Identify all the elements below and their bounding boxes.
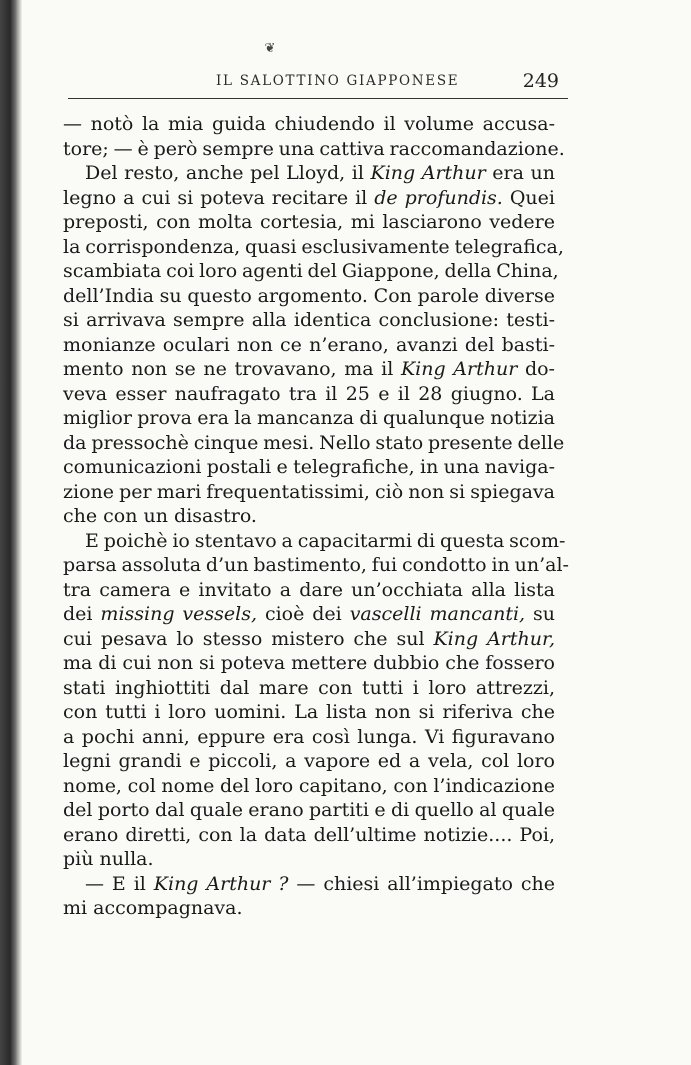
text-run: Quei [502, 186, 555, 209]
text-line [63, 872, 555, 897]
text-run: da pressochè cinque mesi. Nello stato presente delle [63, 431, 565, 454]
text-line [63, 627, 555, 652]
text-run-italic: King Arthur ? [153, 872, 289, 895]
text-line [63, 651, 555, 676]
text-line [63, 602, 555, 627]
text-line [63, 480, 555, 505]
text-run: dell’India su questo argomento. Con parole diverse [63, 284, 555, 307]
text-run: su [525, 603, 556, 625]
text-line [63, 847, 555, 872]
text-line [63, 431, 565, 456]
text-run: tore; — è però sempre una cattiva raccomandazione. [63, 137, 565, 160]
text-run-italic: de profundis. [374, 186, 503, 209]
text-run: erano diretti, con la data dell’ultime notizie.... Poi, [63, 823, 555, 846]
text-run: mento non se ne trovavano, ma il [63, 358, 401, 380]
text-run: tra camera e invitato a dare un’occhiata alla lista [63, 578, 555, 601]
book-spine-shadow [0, 0, 22, 1065]
text-line [63, 137, 565, 162]
text-run-italic: vascelli mancanti, [349, 603, 526, 625]
text-run: che con un disastro. [63, 505, 257, 527]
text-line [63, 455, 555, 480]
text-run: do- [517, 358, 555, 380]
text-run: legni grandi e piccoli, a vapore ed a vela, col loro [63, 750, 555, 772]
text-run-italic: missing vessels, [100, 603, 258, 625]
text-line [63, 235, 564, 260]
text-line [63, 578, 555, 603]
text-line [63, 112, 555, 137]
text-run: — chiesi all’impiegato che [288, 872, 556, 895]
text-line [63, 798, 555, 823]
text-line [63, 210, 555, 235]
text-line [63, 357, 555, 382]
text-run: la corrispondenza, quasi esclusivamente telegrafica, [63, 235, 564, 258]
text-line [63, 308, 555, 333]
text-line [63, 259, 559, 284]
text-line [63, 161, 555, 186]
text-line [63, 725, 555, 750]
text-run: E poichè io stentavo a capacitarmi di questa scom- [85, 529, 566, 552]
text-run: dei [63, 603, 101, 625]
running-title: IL SALOTTINO GIAPPONESE [216, 73, 460, 89]
text-line [63, 504, 555, 529]
header-rule [68, 98, 568, 99]
text-line [63, 406, 555, 431]
text-run: miglior prova era la mancanza di qualunque notizia [63, 407, 555, 429]
text-run: nome, col nome del loro capitano, con l’indicazione [63, 774, 555, 797]
running-head [68, 70, 569, 96]
text-line [63, 700, 555, 725]
text-run: legno a cui si poteva recitare il [63, 186, 375, 209]
text-run: con tutti i loro uomini. La lista non si riferiva che [63, 701, 555, 723]
text-run: del porto dal quale erano partiti e di quello al quale [63, 799, 555, 821]
text-line [63, 896, 555, 921]
text-run: si arrivava sempre alla identica conclusione: testi- [63, 309, 555, 331]
text-run-italic: King Arthur, [433, 627, 555, 650]
text-line [63, 529, 566, 554]
text-run: mi accompagnava. [63, 897, 243, 919]
text-line [63, 774, 555, 799]
text-run: ma di cui non si poteva mettere dubbio che fossero [63, 652, 555, 674]
text-run: Del resto, anche pel Lloyd, il [85, 162, 371, 184]
text-line [63, 186, 555, 211]
text-run: parsa assoluta d’un bastimento, fui condotto in un’al- [63, 554, 569, 576]
page-number: 249 [522, 70, 559, 92]
text-run: — E il [85, 872, 154, 895]
text-line [63, 553, 569, 578]
text-line [63, 749, 555, 774]
text-run: preposti, con molta cortesia, mi lasciarono vedere [63, 211, 555, 233]
text-line [63, 284, 555, 309]
text-run: cioè dei [257, 603, 350, 625]
text-line [63, 382, 555, 407]
ornament-mark: ❦ [264, 41, 276, 56]
text-run: scambiata coi loro agenti del Giappone, della China, [63, 260, 559, 282]
text-line [63, 333, 555, 358]
text-run: era un [485, 162, 555, 184]
text-line [63, 823, 555, 848]
text-run: veva esser naufragato tra il 25 e il 28 giugno. La [63, 382, 555, 405]
text-run: a pochi anni, eppure era così lunga. Vi figuravano [63, 725, 555, 748]
text-run: stati inghiottiti dal mare con tutti i loro attrezzi, [63, 676, 555, 699]
body-text [63, 112, 569, 921]
text-run: monianze oculari non ce n’erano, avanzi del basti- [63, 333, 555, 356]
text-run: — notò la mia guida chiudendo il volume accusa- [63, 113, 555, 135]
text-run: zione per mari frequentatissimi, ciò non si spiegava [63, 480, 555, 503]
text-line [63, 676, 555, 701]
text-run: cui pesava lo stesso mistero che sul [63, 627, 434, 650]
text-run-italic: King Arthur [370, 162, 486, 184]
text-run-italic: King Arthur [400, 358, 518, 380]
text-run: più nulla. [63, 848, 154, 870]
text-run: comunicazioni postali e telegrafiche, in una naviga- [63, 456, 555, 478]
